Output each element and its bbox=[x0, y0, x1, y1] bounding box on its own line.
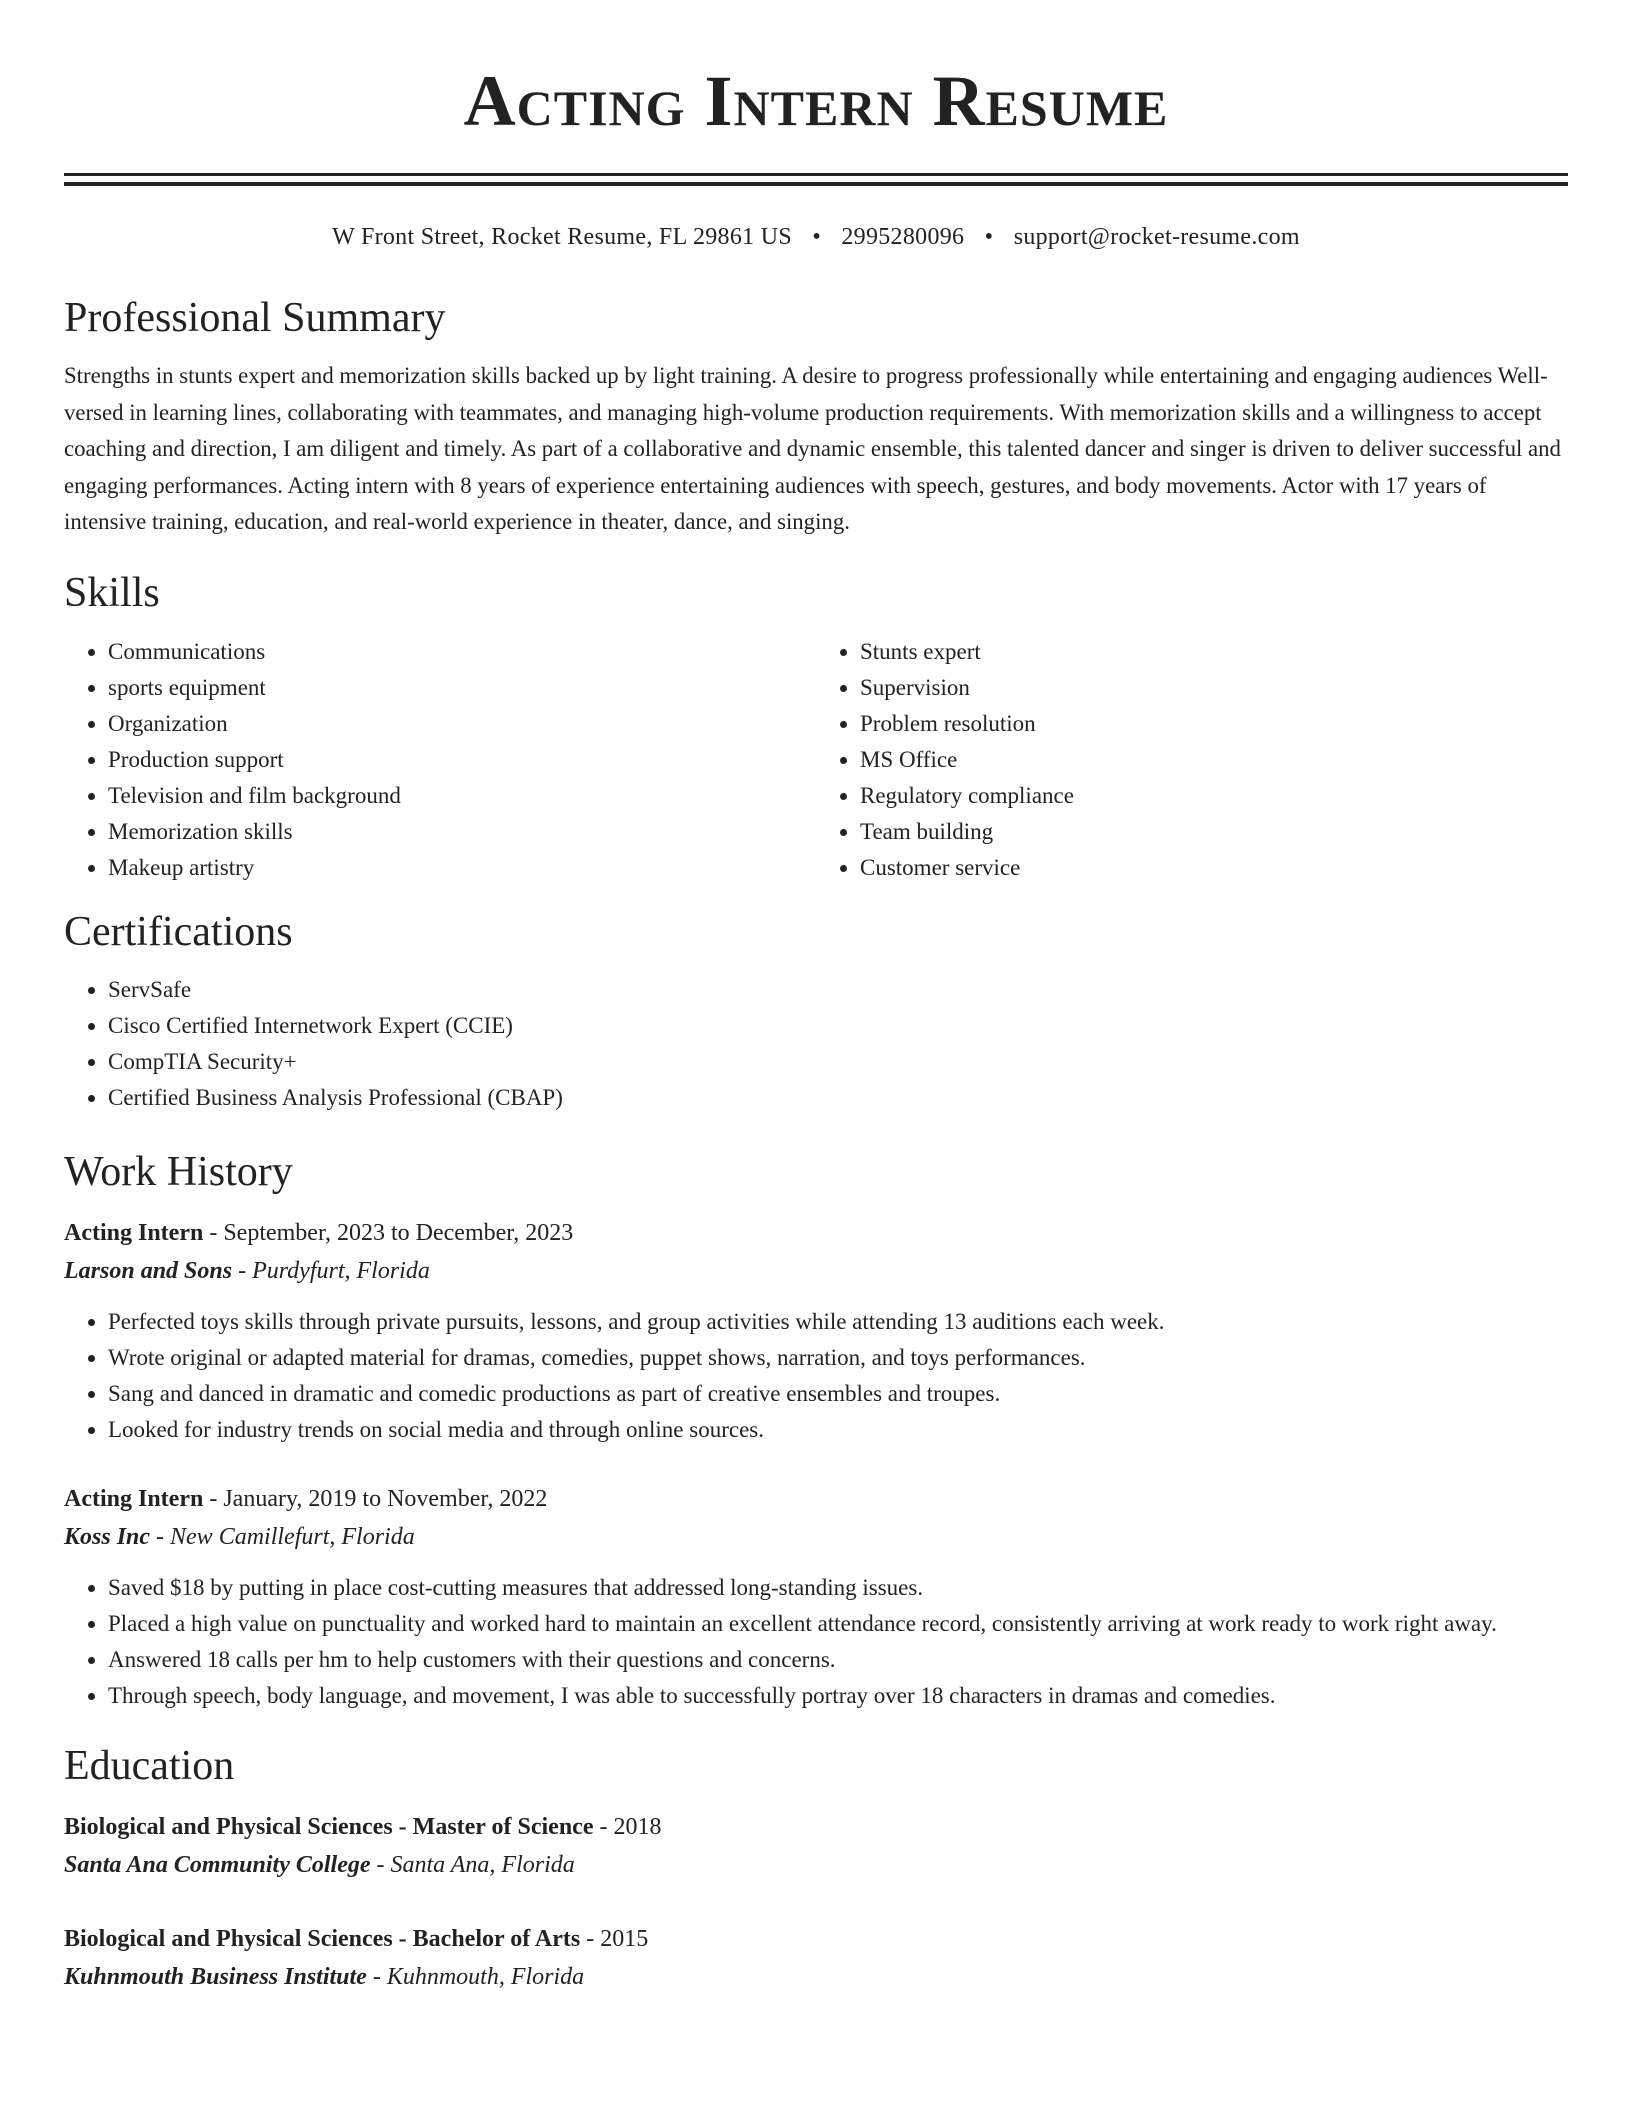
contact-phone: 2995280096 bbox=[841, 224, 965, 250]
contact-separator: • bbox=[812, 224, 822, 250]
certification-item: • Certified Business Analysis Professional (CBAP) bbox=[108, 1080, 1568, 1116]
job-header bbox=[64, 1480, 1568, 1518]
skill-item: • Supervision bbox=[860, 670, 1568, 706]
skill-item: • sports equipment bbox=[108, 670, 816, 706]
skills-list-right bbox=[816, 634, 1568, 886]
education-school-line bbox=[64, 1958, 1568, 1996]
skill-item: • Communications bbox=[108, 634, 816, 670]
job-header bbox=[64, 1214, 1568, 1252]
skill-item: • Production support bbox=[108, 742, 816, 778]
skill-item: • Television and film background bbox=[108, 778, 816, 814]
job-bullet: • Answered 18 calls per hm to help customers with their questions and concerns. bbox=[108, 1642, 1568, 1678]
certification-item: • CompTIA Security+ bbox=[108, 1044, 1568, 1080]
job-location: - New Camillefurt, Florida bbox=[150, 1523, 415, 1550]
education-entry bbox=[64, 1920, 1568, 1996]
job-entry bbox=[64, 1480, 1568, 1714]
job-bullet: • Sang and danced in dramatic and comedic productions as part of creative ensembles and troupes. bbox=[108, 1376, 1568, 1412]
skill-item: • Problem resolution bbox=[860, 706, 1568, 742]
summary-text: Strengths in stunts expert and memorization skills backed up by light training. A desire to progress professionally while entertaining and engaging audiences Well-versed in learning lines, collaborating with teammates, and managing high-volume production requirements. With memorization skills and a willingness to accept coaching and direction, I am diligent and timely. As part of a collaborative and dynamic ensemble, this talented dancer and singer is driven to deliver successful and engaging performances. Acting intern with 8 years of experience entertaining audiences with speech, gestures, and body movements. Actor with 17 years of intensive training, education, and real-world experience in theater, dance, and singing. bbox=[64, 363, 1561, 535]
section-heading-summary: Professional Summary bbox=[64, 295, 446, 341]
resume-title: Acting Intern Resume bbox=[463, 61, 1169, 141]
job-company-line bbox=[64, 1518, 1568, 1556]
job-bullet: • Perfected toys skills through private pursuits, lessons, and group activities while attending 13 auditions each week. bbox=[108, 1304, 1568, 1340]
education-year: - 2018 bbox=[593, 1813, 662, 1840]
section-heading-education: Education bbox=[64, 1742, 235, 1789]
job-bullet: • Placed a high value on punctuality and worked hard to maintain an excellent attendance record, consistently arriving at work ready to work right away. bbox=[108, 1606, 1568, 1642]
skill-item: • Team building bbox=[860, 814, 1568, 850]
skill-item: • Customer service bbox=[860, 850, 1568, 886]
section-heading-work-history: Work History bbox=[64, 1148, 293, 1195]
job-bullets bbox=[64, 1570, 1568, 1714]
skills-list-left bbox=[64, 634, 816, 886]
section-heading-certifications: Certifications bbox=[64, 908, 293, 955]
job-location: - Purdyfurt, Florida bbox=[232, 1257, 430, 1284]
section-heading-skills: Skills bbox=[64, 569, 160, 616]
job-entry bbox=[64, 1214, 1568, 1448]
job-bullet: • Saved $18 by putting in place cost-cutting measures that addressed long-standing issues. bbox=[108, 1570, 1568, 1606]
education-entry bbox=[64, 1808, 1568, 1884]
job-bullet: • Wrote original or adapted material for dramas, comedies, puppet shows, narration, and toys performances. bbox=[108, 1340, 1568, 1376]
skill-item: • Organization bbox=[108, 706, 816, 742]
job-bullets bbox=[64, 1304, 1568, 1448]
title-divider-bottom bbox=[64, 182, 1568, 186]
skill-item: • MS Office bbox=[860, 742, 1568, 778]
education-school: Kuhnmouth Business Institute bbox=[64, 1963, 367, 1990]
education-degree: Biological and Physical Sciences - Master of Science bbox=[64, 1813, 594, 1840]
job-dates: - January, 2019 to November, 2022 bbox=[203, 1485, 548, 1512]
job-bullet: • Through speech, body language, and movement, I was able to successfully portray over 18 characters in dramas and comedies. bbox=[108, 1678, 1568, 1714]
education-school-line bbox=[64, 1846, 1568, 1884]
education-year: - 2015 bbox=[580, 1925, 649, 1952]
job-title: Acting Intern bbox=[64, 1485, 204, 1512]
education-header bbox=[64, 1920, 1568, 1958]
certification-item: • Cisco Certified Internetwork Expert (CCIE) bbox=[108, 1008, 1568, 1044]
education-location: - Kuhnmouth, Florida bbox=[366, 1963, 585, 1990]
job-dates: - September, 2023 to December, 2023 bbox=[203, 1219, 574, 1246]
education-header bbox=[64, 1808, 1568, 1846]
job-company: Larson and Sons bbox=[64, 1257, 233, 1284]
certifications-list bbox=[64, 972, 1568, 1116]
education-location: - Santa Ana, Florida bbox=[370, 1851, 575, 1878]
job-bullet: • Looked for industry trends on social media and through online sources. bbox=[108, 1412, 1568, 1448]
job-title: Acting Intern bbox=[64, 1219, 204, 1246]
education-school: Santa Ana Community College bbox=[64, 1851, 371, 1878]
skill-item: • Stunts expert bbox=[860, 634, 1568, 670]
education-degree: Biological and Physical Sciences - Bachelor of Arts bbox=[64, 1925, 581, 1952]
job-company-line bbox=[64, 1252, 1568, 1290]
contact-line bbox=[64, 220, 1568, 254]
title-divider-top bbox=[64, 173, 1568, 176]
job-company: Koss Inc bbox=[64, 1523, 151, 1550]
skill-item: • Regulatory compliance bbox=[860, 778, 1568, 814]
contact-separator: • bbox=[984, 224, 994, 250]
contact-email: support@rocket-resume.com bbox=[1013, 224, 1300, 250]
skill-item: • Makeup artistry bbox=[108, 850, 816, 886]
skills-columns bbox=[64, 634, 1568, 886]
skill-item: • Memorization skills bbox=[108, 814, 816, 850]
contact-address: W Front Street, Rocket Resume, FL 29861 US bbox=[332, 224, 793, 250]
certification-item: • ServSafe bbox=[108, 972, 1568, 1008]
